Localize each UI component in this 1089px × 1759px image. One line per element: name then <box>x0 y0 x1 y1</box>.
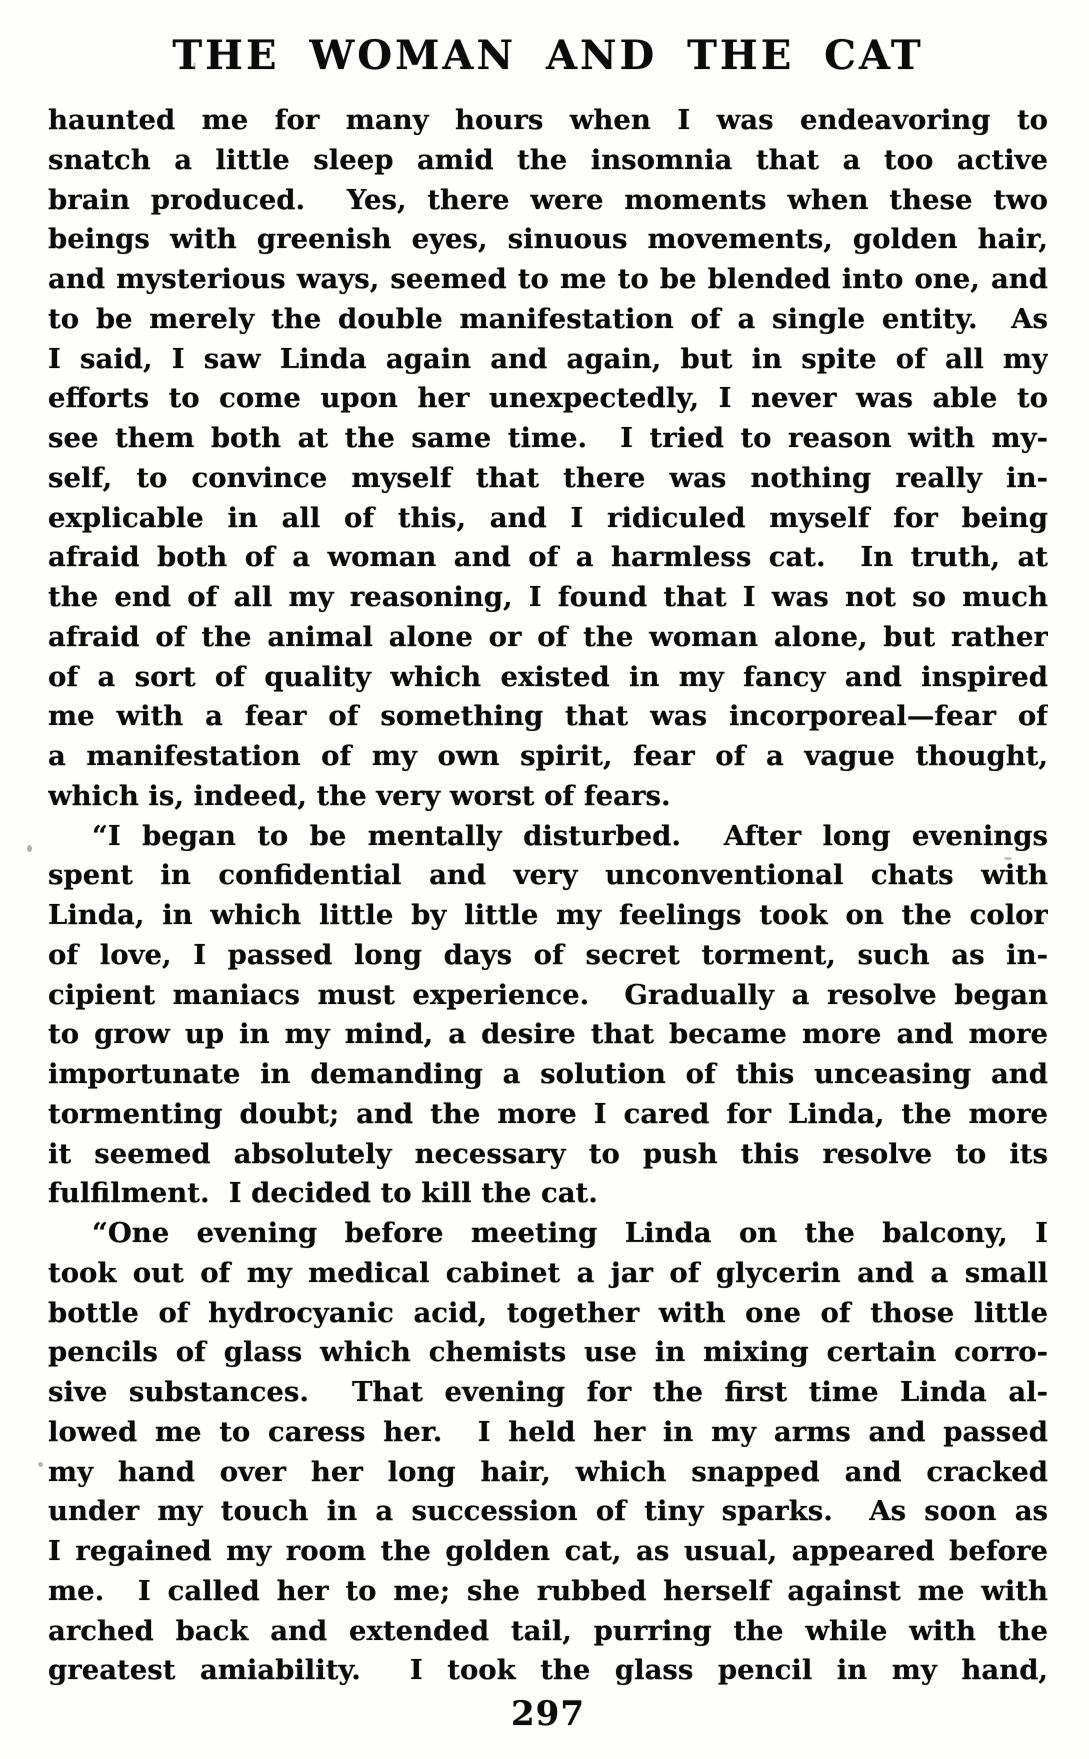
text-line: took out of my medical cabinet a jar of glycerin and a small <box>48 1256 1048 1289</box>
text-line: a manifestation of my own spirit, fear of a vague thought, <box>48 740 1048 772</box>
scan-speck <box>38 1462 43 1467</box>
text-line: afraid both of a woman and of a harmless cat. In truth, at <box>48 541 1048 574</box>
text-line: tormenting doubt; and the more I cared for Linda, the more <box>48 1097 1048 1130</box>
text-line: greatest amiability. I took the glass pencil in my hand, <box>48 1654 1048 1687</box>
scan-speck <box>193 62 196 70</box>
text-line: brain produced. Yes, there were moments when these two <box>48 183 1048 216</box>
text-line: beings with greenish eyes, sinuous movements, golden hair, <box>48 223 1048 256</box>
text-line: pencils of glass which chemists use in mixing certain corro- <box>48 1336 1048 1369</box>
text-line: and mysterious ways, seemed to me to be blended into one, and <box>48 263 1048 295</box>
body-text <box>48 101 1048 1691</box>
text-line: it seemed absolutely necessary to push this resolve to its <box>48 1137 1048 1170</box>
text-line: I regained my room the golden cat, as usual, appeared before <box>48 1535 1048 1567</box>
text-line: haunted me for many hours when I was endeavoring to <box>48 104 1048 136</box>
text-line: under my touch in a succession of tiny sparks. As soon as <box>48 1495 1048 1528</box>
text-line: my hand over her long hair, which snapped and cracked <box>48 1455 1048 1488</box>
text-line: Linda, in which little by little my feelings took on the color <box>48 899 1048 931</box>
text-line: bottle of hydrocyanic acid, together with one of those little <box>48 1296 1048 1329</box>
page-title: THE WOMAN AND THE CAT <box>172 32 924 79</box>
text-line: arched back and extended tail, purring the while with the <box>48 1614 1048 1647</box>
text-line: see them both at the same time. I tried to reason with my- <box>48 422 1048 454</box>
text-line: I said, I saw Linda again and again, but in spite of all my <box>48 342 1048 375</box>
text-line: to grow up in my mind, a desire that became more and more <box>48 1018 1048 1051</box>
text-line: lowed me to caress her. I held her in my arms and passed <box>48 1415 1048 1448</box>
text-line: the end of all my reasoning, I found that I was not so much <box>48 581 1048 613</box>
text-line: “I began to be mentally disturbed. After long evenings <box>92 819 1048 852</box>
text-line: me. I called her to me; she rubbed herself against me with <box>48 1574 1048 1607</box>
text-line: importunate in demanding a solution of this unceasing and <box>48 1058 1048 1090</box>
text-line: me with a fear of something that was incorporeal—fear of <box>48 700 1048 733</box>
text-line: afraid of the animal alone or of the woman alone, but rather <box>48 620 1048 653</box>
text-line: efforts to come upon her unexpectedly, I never was able to <box>48 382 1048 415</box>
text-line: of a sort of quality which existed in my fancy and inspired <box>48 660 1048 693</box>
text-line: which is, indeed, the very worst of fears. <box>48 779 671 812</box>
text-line: self, to convince myself that there was nothing really in- <box>48 461 1048 494</box>
text-line: explicable in all of this, and I ridiculed myself for being <box>48 501 1048 534</box>
text-line: cipient maniacs must experience. Gradually a resolve began <box>48 978 1048 1011</box>
text-line: spent in confidential and very unconventional chats with <box>48 859 1048 892</box>
text-line: “One evening before meeting Linda on the balcony, I <box>92 1217 1048 1249</box>
text-line: of love, I passed long days of secret torment, such as in- <box>48 938 1048 971</box>
text-line: to be merely the double manifestation of a single entity. As <box>48 302 1048 335</box>
scan-speck <box>27 845 32 852</box>
scan-speck <box>1004 857 1012 860</box>
text-line: sive substances. That evening for the first time Linda al- <box>48 1376 1048 1408</box>
text-line: fulfilment. I decided to kill the cat. <box>48 1177 598 1210</box>
page-number: 297 <box>511 1694 585 1734</box>
text-line: snatch a little sleep amid the insomnia that a too active <box>48 143 1048 176</box>
